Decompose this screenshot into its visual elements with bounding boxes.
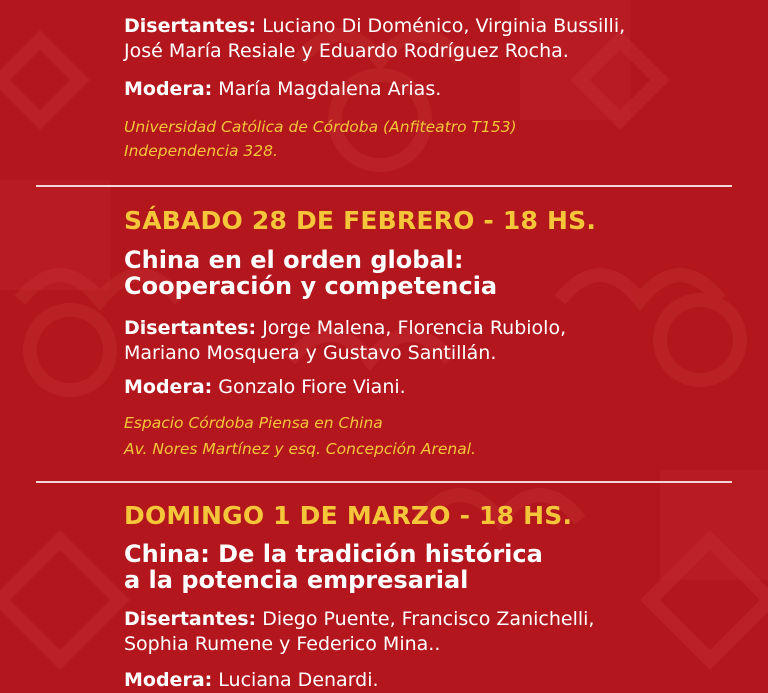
event1-speakers-line2: José María Resiale y Eduardo Rodríguez Rocha. bbox=[124, 40, 569, 62]
event2-speakers-names1: Jorge Malena, Florencia Rubiolo, bbox=[262, 317, 567, 339]
event2-moderator-line bbox=[124, 375, 406, 399]
event2-moderator-name: Gonzalo Fiore Viani. bbox=[218, 376, 406, 398]
event2-speakers-line2: Mariano Mosquera y Gustavo Santillán. bbox=[124, 342, 497, 364]
divider-1 bbox=[36, 185, 732, 187]
event3-moderator-line bbox=[124, 668, 379, 692]
event2-moderator-label: Modera: bbox=[124, 376, 213, 398]
event3-date: DOMINGO 1 DE MARZO - 18 HS. bbox=[124, 501, 573, 530]
event1-speakers-names1: Luciano Di Doménico, Virginia Bussilli, bbox=[262, 15, 626, 37]
event3-speakers-line2: Sophia Rumene y Federico Mina.. bbox=[124, 633, 441, 655]
event1-moderator-label: Modera: bbox=[124, 78, 213, 100]
event1-venue-line2: Independencia 328. bbox=[124, 142, 278, 160]
event3-speakers-label: Disertantes: bbox=[124, 608, 257, 630]
event1-moderator-name: María Magdalena Arias. bbox=[218, 78, 442, 100]
event2-venue-line1: Espacio Córdoba Piensa en China bbox=[124, 414, 383, 432]
event3-speakers-line1 bbox=[124, 607, 594, 631]
event3-moderator-name: Luciana Denardi. bbox=[218, 669, 379, 691]
event1-speakers-line1 bbox=[124, 14, 625, 38]
event3-title-line1: China: De la tradición histórica bbox=[124, 540, 543, 568]
event2-speakers-line1 bbox=[124, 316, 566, 340]
event3-title-line2: a la potencia empresarial bbox=[124, 566, 469, 594]
event1-moderator-line bbox=[124, 77, 441, 101]
event1-speakers-label: Disertantes: bbox=[124, 15, 257, 37]
event3-speakers-names1: Diego Puente, Francisco Zanichelli, bbox=[262, 608, 595, 630]
cropped-title-fragment bbox=[470, 0, 500, 8]
event2-venue-line2: Av. Nores Martínez y esq. Concepción Arenal. bbox=[124, 440, 476, 458]
event2-date: SÁBADO 28 DE FEBRERO - 18 HS. bbox=[124, 206, 597, 235]
event2-title-line2: Cooperación y competencia bbox=[124, 272, 498, 300]
event2-speakers-label: Disertantes: bbox=[124, 317, 257, 339]
event2-title-line1: China en el orden global: bbox=[124, 246, 464, 274]
event1-venue-line1: Universidad Católica de Córdoba (Anfiteatro T153) bbox=[124, 118, 517, 136]
event3-moderator-label: Modera: bbox=[124, 669, 213, 691]
divider-2 bbox=[36, 481, 732, 483]
